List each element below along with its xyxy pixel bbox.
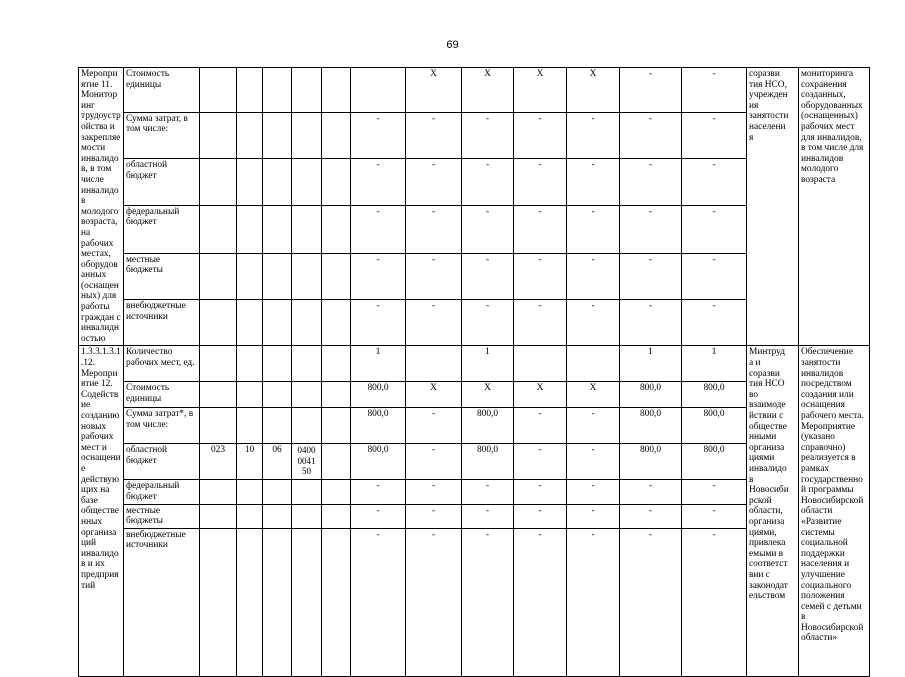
measure-title: 1.3.3.1.3.1.12. Мероприятие 12. Содействие созданию новых рабочих мест и оснащение действующих на базе общественных организаций инвалидов и их предприятий [79,346,124,676]
year-value: X [406,68,462,113]
section-code [237,382,263,408]
year-value: - [567,444,620,480]
grbs-code [200,382,237,408]
year-value: 800,0 [462,444,514,480]
year-value: - [351,528,406,676]
executor-line: соразви [749,69,780,79]
year-value: 800,0 [351,382,406,408]
year-value: - [620,112,682,158]
expense-type-code [322,159,351,205]
executor-line: вии с [749,569,770,580]
executor-line: соразви [749,368,780,379]
year-value: - [351,504,406,528]
funding-source-label: внебюджетные источники [124,528,200,676]
year-value: - [406,253,462,299]
subsection-code [263,528,292,676]
target-article-code [292,346,322,382]
expense-type-code [322,382,351,408]
year-value: - [567,159,620,205]
subsection-code [263,480,292,504]
grbs-code [200,528,237,676]
subsection-code [263,68,292,113]
section-code [237,528,263,676]
target-article-code [292,408,322,444]
year-value: - [620,205,682,253]
year-value: - [620,504,682,528]
year-value: X [462,68,514,113]
page-number: 69 [446,39,459,51]
year-value: - [682,205,747,253]
executor-line: обществе [749,421,787,432]
executor-line: инвалидо [749,463,787,474]
subsection-code [263,112,292,158]
year-value: - [682,112,747,158]
year-value: - [682,253,747,299]
year-value: - [514,504,567,528]
funding-source-label: федеральный бюджет [124,205,200,253]
executor-cell [747,68,799,346]
year-value: - [514,480,567,504]
table-row [79,346,870,382]
year-value: - [406,408,462,444]
executor-line: а и [749,358,761,369]
executor-line: занятости [749,111,789,122]
executor-line: законодат [749,580,788,591]
executor-line: взаимоде [749,400,786,411]
year-value: X [567,68,620,113]
year-value: - [620,68,682,113]
section-code [237,300,263,346]
executor-line: учрежден [749,90,788,101]
year-value: - [682,480,747,504]
year-value: - [620,528,682,676]
year-value: - [514,408,567,444]
funding-source-label: местные бюджеты [124,253,200,299]
executor-line: я [749,132,754,143]
section-code [237,346,263,382]
executor-line: тия НСО [749,379,785,390]
year-value: 800,0 [620,408,682,444]
year-value: - [462,205,514,253]
target-article-code [292,205,322,253]
year-value: - [351,205,406,253]
year-value: - [351,300,406,346]
year-value: 800,0 [682,444,747,480]
target-article-code [292,480,322,504]
year-value: - [567,408,620,444]
program-table [78,67,870,677]
target-article-code [292,253,322,299]
year-value: - [351,253,406,299]
subsection-code [263,159,292,205]
expense-type-code [322,253,351,299]
year-value [514,346,567,382]
year-value: - [406,159,462,205]
year-value: 1 [620,346,682,382]
year-value: - [406,205,462,253]
section-code [237,159,263,205]
grbs-code [200,300,237,346]
year-value: - [406,444,462,480]
year-value: - [514,253,567,299]
year-value: - [567,504,620,528]
executor-line: нными [749,432,777,443]
grbs-code [200,253,237,299]
executor-line: организа [749,442,785,453]
target-article-code [292,528,322,676]
year-value: - [406,300,462,346]
year-value: - [351,480,406,504]
funding-source-label: Количество рабочих мест, ед. [124,346,200,382]
subsection-code [263,253,292,299]
year-value: 1 [462,346,514,382]
funding-source-label: областной бюджет [124,444,200,480]
year-value: 1 [351,346,406,382]
subsection-code [263,382,292,408]
expense-type-code [322,112,351,158]
target-article-code: 0400 0041 50 [292,444,322,480]
grbs-code: 023 [200,444,237,480]
year-value: - [514,528,567,676]
expense-type-code [322,205,351,253]
grbs-code [200,205,237,253]
executor-line: во [749,389,759,400]
expense-type-code [322,480,351,504]
grbs-code [200,112,237,158]
expected-result: Обеспечение занятости инвалидов посредством создания или оснащения рабочего места. Мероприятие (указано справочно) реализуется в рамках государственной программы Новосибирской области «Развитие системы социальной поддержки населения и улучшение социального положения семей с детьми в Новосибирской области» [799,346,870,676]
funding-source-label: областной бюджет [124,159,200,205]
funding-source-label: внебюджетные источники [124,300,200,346]
year-value: - [682,159,747,205]
target-article-code [292,68,322,113]
year-value: X [567,382,620,408]
executor-line: привлека [749,538,786,549]
year-value: - [567,205,620,253]
year-value: - [620,300,682,346]
year-value: - [682,528,747,676]
executor-line: соответст [749,559,788,570]
grbs-code [200,504,237,528]
subsection-code [263,408,292,444]
executor-line: Новосиби [749,485,789,496]
section-code [237,480,263,504]
year-value: - [514,159,567,205]
section-code [237,205,263,253]
expense-type-code [322,444,351,480]
year-value: - [406,480,462,504]
year-value: 800,0 [351,408,406,444]
executor-line: в [749,474,754,485]
section-code [237,112,263,158]
year-value: - [462,504,514,528]
section-code [237,253,263,299]
year-value: - [514,300,567,346]
year-value: - [620,480,682,504]
subsection-code: 06 [263,444,292,480]
subsection-code [263,205,292,253]
target-article-code [292,504,322,528]
expense-type-code [322,300,351,346]
funding-source-label: Сумма затрат*, в том числе: [124,408,200,444]
target-article-code [292,382,322,408]
executor-line: ия [749,100,759,111]
expense-type-code [322,408,351,444]
year-value: 800,0 [682,408,747,444]
year-value: - [462,112,514,158]
year-value: - [682,68,747,113]
year-value: - [567,528,620,676]
grbs-code [200,159,237,205]
year-value: - [567,112,620,158]
year-value: X [462,382,514,408]
executor-cell [747,346,799,676]
year-value: - [351,159,406,205]
year-value: 800,0 [462,408,514,444]
grbs-code [200,480,237,504]
year-value: - [462,528,514,676]
year-value: - [351,112,406,158]
executor-line: организа [749,516,785,527]
year-value: - [620,253,682,299]
year-value: - [406,112,462,158]
year-value: - [462,253,514,299]
funding-source-label: федеральный бюджет [124,480,200,504]
year-value [406,346,462,382]
year-value: 800,0 [620,444,682,480]
executor-line: емыми в [749,548,784,559]
year-value: - [514,444,567,480]
year-value: 800,0 [620,382,682,408]
section-code [237,68,263,113]
grbs-code [200,408,237,444]
year-value: X [406,382,462,408]
year-value: - [462,159,514,205]
section-code [237,504,263,528]
executor-line: тия НСО, [749,79,787,90]
expense-type-code [322,504,351,528]
year-value: 800,0 [682,382,747,408]
funding-source-label: Стоимость единицы [124,382,200,408]
target-article-code [292,112,322,158]
year-value: - [567,300,620,346]
year-value: - [406,504,462,528]
section-code: 10 [237,444,263,480]
year-value: X [514,68,567,113]
grbs-code [200,346,237,382]
expense-type-code [322,68,351,113]
year-value: - [682,504,747,528]
year-value: - [620,159,682,205]
table-row [79,68,870,113]
subsection-code [263,346,292,382]
executor-line: Минтруд [749,347,786,358]
section-code [237,408,263,444]
year-value: - [514,112,567,158]
funding-source-label: Стоимость единицы [124,68,200,113]
executor-line: ельством [749,591,786,602]
expense-type-code [322,528,351,676]
year-value: 1 [682,346,747,382]
expected-result: мониторинга сохранения созданных, оборудованных (оснащенных) рабочих мест для инвалидов, в том числе для инвалидов молодого возраста [799,68,870,346]
year-value: 800,0 [351,444,406,480]
year-value [351,68,406,113]
year-value: - [406,528,462,676]
year-value: - [462,480,514,504]
expense-type-code [322,346,351,382]
executor-line: области, [749,506,783,517]
year-value: - [567,253,620,299]
executor-line: циями, [749,527,777,538]
executor-line: населени [749,121,786,132]
year-value: - [682,300,747,346]
subsection-code [263,300,292,346]
target-article-code [292,300,322,346]
year-value [567,346,620,382]
year-value: - [514,205,567,253]
measure-title: Мероприятие 11. Мониторинг трудоустройства и закрепляемости инвалидов, в том числе инвалидов молодого возраста, на рабочих местах, оборудованных (оснащенных) для работы граждан с инвалидностью [79,68,124,346]
grbs-code [200,68,237,113]
year-value: X [514,382,567,408]
target-article-code [292,159,322,205]
executor-line: йствии с [749,411,784,421]
funding-source-label: местные бюджеты [124,504,200,528]
executor-line: циями [749,453,775,464]
executor-line: рской [749,495,772,506]
year-value: - [567,480,620,504]
funding-source-label: Сумма затрат, в том числе: [124,112,200,158]
subsection-code [263,504,292,528]
year-value: - [462,300,514,346]
